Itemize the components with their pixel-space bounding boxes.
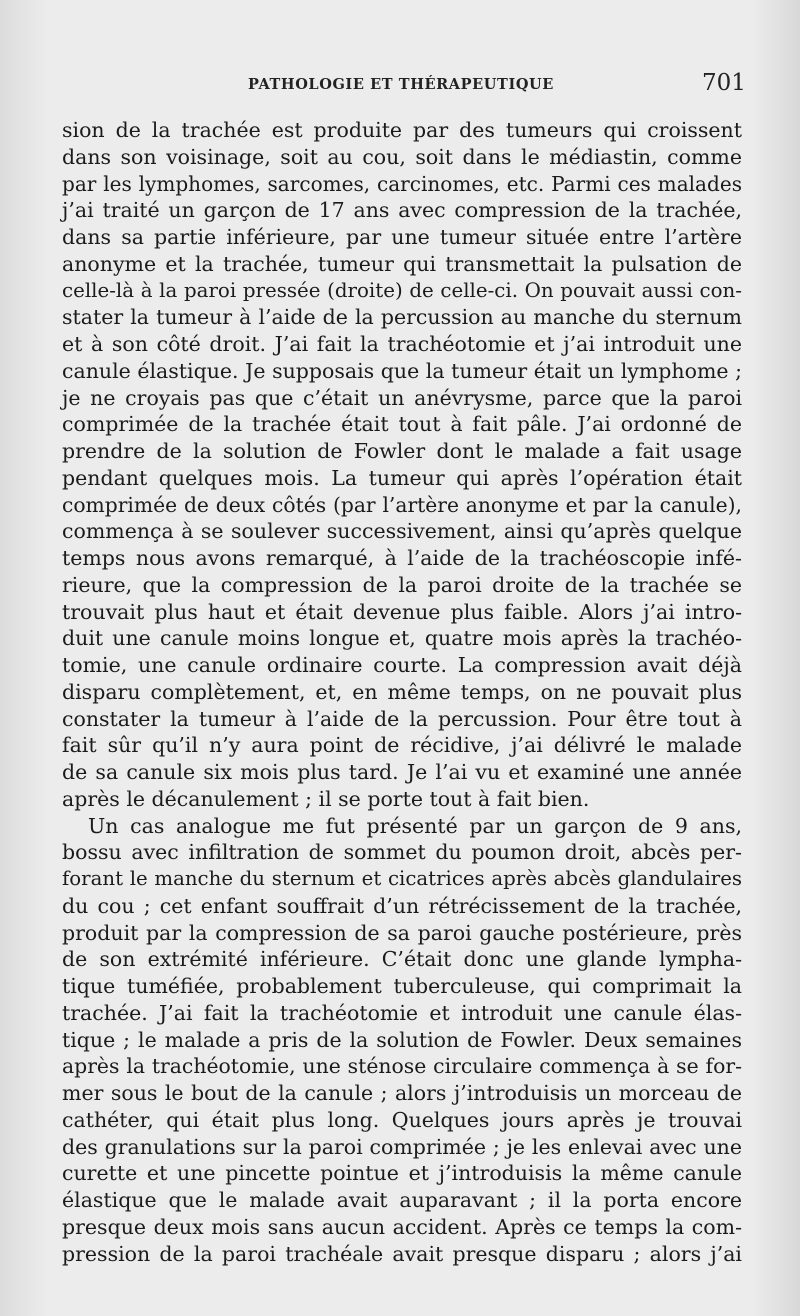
text-line: duit une canule moins longue et, quatre mois après la trachéo- <box>62 626 742 651</box>
text-line: presque deux mois sans aucun accident. Après ce temps la com- <box>62 1214 742 1239</box>
text-line: bossu avec infiltration de sommet du poumon droit, abcès per- <box>62 840 742 865</box>
text-line: comprimée de deux côtés (par l’artère anonyme et par la canule), <box>62 492 742 517</box>
text-line: pression de la paroi trachéale avait presque disparu ; alors j’ai <box>62 1241 742 1266</box>
text-line: dans sa partie inférieure, par une tumeur située entre l’artère <box>62 225 742 249</box>
body-text <box>62 117 742 1267</box>
text-line: tomie, une canule ordinaire courte. La compression avait déjà <box>62 653 742 677</box>
text-line: prendre de la solution de Fowler dont le malade a fait usage <box>62 439 742 463</box>
text-line: comprimée de la trachée était tout à fait pâle. J’ai ordonné de <box>62 412 742 437</box>
text-line: élastique que le malade avait auparavant ; il la porta encore <box>62 1188 742 1212</box>
text-line: sion de la trachée est produite par des tumeurs qui croissent <box>62 118 742 142</box>
text-line: cathéter, qui était plus long. Quelques jours après je trouvai <box>62 1107 742 1132</box>
text-line: forant le manche du sternum et cicatrices après abcès glandulaires <box>62 867 742 890</box>
text-line: commença à se soulever successivement, ainsi qu’après quelque <box>62 519 742 544</box>
page-number: 701 <box>702 70 746 96</box>
text-line: j’ai traité un garçon de 17 ans avec compression de la trachée, <box>62 198 742 223</box>
text-line: du cou ; cet enfant souffrait d’un rétrécissement de la trachée, <box>62 893 742 918</box>
text-line: celle-là à la paroi pressée (droite) de celle-ci. On pouvait aussi con- <box>62 278 742 302</box>
text-line: des granulations sur la paroi comprimée ; je les enlevai avec une <box>62 1134 742 1159</box>
running-title: PATHOLOGIE ET THÉRAPEUTIQUE <box>248 76 554 93</box>
text-line: je ne croyais pas que c’était un anévrysme, parce que la paroi <box>62 385 742 410</box>
text-line: dans son voisinage, soit au cou, soit dans le médiastin, comme <box>62 144 742 169</box>
text-line: trouvait plus haut et était devenue plus faible. Alors j’ai intro- <box>62 599 742 624</box>
text-line: mer sous le bout de la canule ; alors j’introduisis un morceau de <box>62 1081 742 1105</box>
text-line: pendant quelques mois. La tumeur qui après l’opération était <box>62 465 742 490</box>
text-line: trachée. J’ai fait la trachéotomie et introduit une canule élas- <box>62 1000 742 1025</box>
paragraph-end-line: après le décanulement ; il se porte tout à fait bien. <box>62 786 590 811</box>
text-line: temps nous avons remarqué, à l’aide de la trachéoscopie infé- <box>62 546 742 570</box>
text-line: fait sûr qu’il n’y aura point de récidive, j’ai délivré le malade <box>62 733 742 758</box>
running-head <box>0 62 800 102</box>
text-line: rieure, que la compression de la paroi droite de la trachée se <box>62 572 742 597</box>
text-line: et à son côté droit. J’ai fait la trachéotomie et j’ai introduit une <box>62 332 742 356</box>
text-line: curette et une pincette pointue et j’introduisis la même canule <box>62 1161 742 1186</box>
text-line: après la trachéotomie, une sténose circulaire commença à se for- <box>62 1054 742 1079</box>
text-line: tique tuméfiée, probablement tuberculeuse, qui comprimait la <box>62 974 742 998</box>
text-line: par les lymphomes, sarcomes, carcinomes, etc. Parmi ces malades <box>62 171 742 196</box>
text-line: disparu complètement, et, en même temps, on ne pouvait plus <box>62 679 742 704</box>
text-line: de son extrémité inférieure. C’était donc une glande lympha- <box>62 947 742 972</box>
paragraph-start-line: Un cas analogue me fut présenté par un garçon de 9 ans, <box>88 813 742 838</box>
text-line: canule élastique. Je supposais que la tumeur était un lymphome ; <box>62 358 742 383</box>
text-line: de sa canule six mois plus tard. Je l’ai vu et examiné une année <box>62 760 742 784</box>
text-line: tique ; le malade a pris de la solution de Fowler. Deux semaines <box>62 1027 742 1052</box>
text-line: stater la tumeur à l’aide de la percussion au manche du sternum <box>62 305 742 330</box>
text-line: constater la tumeur à l’aide de la percussion. Pour être tout à <box>62 706 742 731</box>
text-line: anonyme et la trachée, tumeur qui transmettait la pulsation de <box>62 251 742 276</box>
text-line: produit par la compression de sa paroi gauche postérieure, près <box>62 920 742 945</box>
